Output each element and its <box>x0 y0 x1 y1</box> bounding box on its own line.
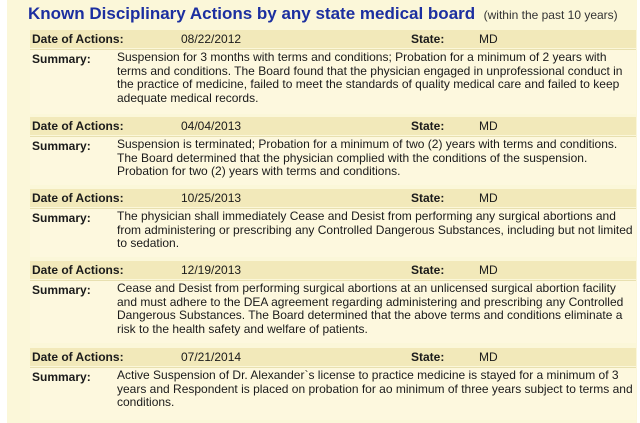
date-label: Date of Actions: <box>32 191 124 205</box>
state-label: State: <box>411 191 445 205</box>
summary-label: Summary: <box>32 283 91 297</box>
summary-label: Summary: <box>32 211 91 225</box>
title-subtitle: (within the past 10 years) <box>483 8 618 22</box>
date-value: 10/25/2013 <box>181 191 242 205</box>
date-value: 04/04/2013 <box>181 119 242 133</box>
summary-label: Summary: <box>32 370 91 384</box>
date-value: 07/21/2014 <box>181 350 242 364</box>
date-value: 08/22/2012 <box>181 32 242 46</box>
page-title <box>28 4 618 26</box>
summary-label: Summary: <box>32 139 91 153</box>
date-label: Date of Actions: <box>32 263 124 277</box>
summary-text: Active Suspension of Dr. Alexander`s license to practice medicine is stayed for a minimum of 3 years and Respondent is placed on probation for ao minimum of three years subject to terms and conditions. <box>117 368 633 409</box>
summary-text: Suspension for 3 months with terms and conditions; Probation for a minimum of 2 years with terms and conditions. The Board found that the physician engaged in unprofessional conduct in the practice of medicine, failed to meet the standards of quality medical care and failed to keep adequate medical records. <box>117 50 623 105</box>
summary-row <box>30 280 636 343</box>
summary-row <box>30 367 636 420</box>
state-value: MD <box>479 191 498 205</box>
summary-row <box>30 136 636 185</box>
state-value: MD <box>479 263 498 277</box>
action-header-row <box>30 348 636 366</box>
state-label: State: <box>411 32 445 46</box>
action-header-row <box>30 189 636 207</box>
title-main: Known Disciplinary Actions by any state medical board <box>28 4 476 23</box>
date-label: Date of Actions: <box>32 350 124 364</box>
summary-text: The physician shall immediately Cease and Desist from performing any surgical abortions and from administering or prescribing any Controlled Dangerous Substances, including but not limited to sedation. <box>117 209 633 250</box>
state-value: MD <box>479 32 498 46</box>
summary-row <box>30 208 636 257</box>
date-label: Date of Actions: <box>32 119 124 133</box>
action-header-row <box>30 261 636 279</box>
state-value: MD <box>479 119 498 133</box>
summary-text: Suspension is terminated; Probation for a minimum of two (2) years with terms and conditions. The Board determined that the physician complied with the conditions of the suspension. Probation for two (2) years with terms and conditions. <box>117 137 618 178</box>
state-value: MD <box>479 350 498 364</box>
state-label: State: <box>411 119 445 133</box>
summary-text: Cease and Desist from performing surgical abortions at an unlicensed surgical abortion facility and must adhere to the DEA agreement regarding administering and prescribing any Controlled Dangerous Substances. The Board determined that the above terms and conditions eliminate a risk to the health safety and welfare of patients. <box>117 281 624 336</box>
summary-label: Summary: <box>32 52 91 66</box>
date-label: Date of Actions: <box>32 32 124 46</box>
date-value: 12/19/2013 <box>181 263 242 277</box>
state-label: State: <box>411 350 445 364</box>
summary-row <box>30 49 636 114</box>
action-header-row <box>30 30 636 48</box>
state-label: State: <box>411 263 445 277</box>
action-header-row <box>30 117 636 135</box>
